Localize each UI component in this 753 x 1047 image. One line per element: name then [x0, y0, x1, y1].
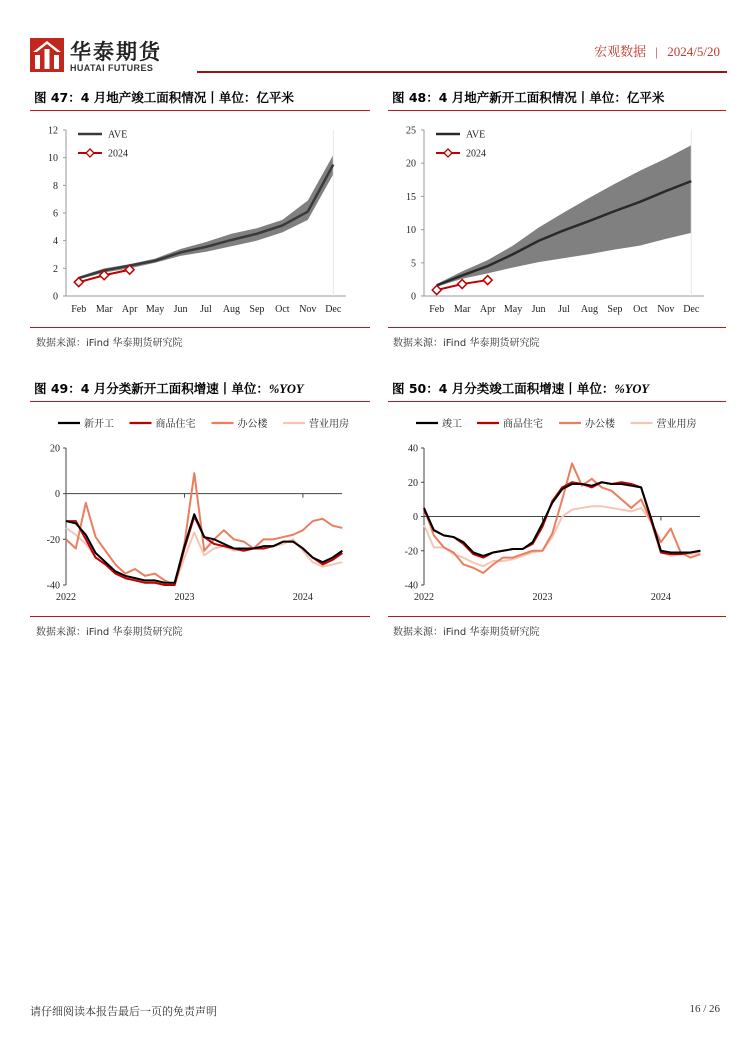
chart-new-start-area	[388, 118, 726, 323]
x-tick-label: Mar	[95, 304, 113, 315]
y-tick-label: -40	[46, 580, 60, 592]
legend-label: 商品住宅	[155, 419, 196, 430]
x-tick-label: Jun	[531, 304, 546, 315]
figure-top-rule	[30, 401, 370, 402]
legend-label: 办公楼	[585, 419, 615, 430]
logo-text-cn: 华泰期货	[70, 40, 162, 64]
figure-top-rule	[388, 110, 726, 111]
y-tick-label: 20	[408, 477, 418, 489]
x-tick-label: 2022	[56, 592, 76, 603]
series-line	[424, 482, 700, 556]
x-tick-label: Feb	[71, 304, 87, 315]
figure-title-unit: 单位：亿平米	[218, 90, 294, 105]
y-tick-label: 10	[48, 153, 58, 165]
x-tick-label: Apr	[121, 304, 138, 315]
y-tick-label: 0	[55, 489, 60, 501]
y-tick-label: 15	[406, 191, 416, 203]
x-tick-label: Mar	[453, 304, 471, 315]
figure-source: 数据来源：iFind 华泰期货研究院	[393, 338, 540, 349]
header-section: 宏观数据	[594, 44, 647, 59]
x-tick-label: 2024	[292, 592, 313, 603]
figure-title	[34, 88, 294, 106]
x-tick-label: Oct	[633, 304, 648, 315]
x-tick-label: 2023	[174, 592, 195, 603]
figure-title-unit: 单位：	[576, 381, 615, 396]
point-2024	[458, 280, 467, 289]
x-tick-label: 2023	[532, 592, 553, 603]
legend-marker-2024	[86, 149, 94, 157]
figure-bottom-rule	[30, 327, 370, 328]
header-separator: |	[655, 44, 659, 59]
figure-top-rule	[388, 401, 726, 402]
figure-title-sep: 丨	[564, 381, 577, 396]
figure-title-unit-italic: %YOY	[268, 382, 304, 396]
figure-source: 数据来源：iFind 华泰期货研究院	[36, 338, 183, 349]
x-tick-label: Oct	[275, 304, 290, 315]
x-tick-label: Apr	[479, 304, 496, 315]
figure-title-text: 图 49：4 月分类新开工面积增速	[34, 381, 219, 396]
figure-title-unit: 单位：	[231, 381, 269, 396]
header-divider	[197, 71, 727, 73]
figure-title	[34, 379, 304, 397]
header-date: 2024/5/20	[667, 44, 720, 59]
logo-text-en: HUATAI FUTURES	[70, 63, 154, 73]
x-tick-label: Sep	[607, 304, 623, 315]
point-2024	[74, 278, 83, 287]
x-tick-label: 2022	[414, 592, 434, 603]
x-tick-label: Jun	[173, 304, 188, 315]
legend-label-ave: AVE	[466, 129, 486, 141]
x-tick-label: Feb	[429, 304, 445, 315]
point-2024	[432, 286, 441, 295]
y-tick-label: 0	[413, 512, 418, 523]
series-line	[66, 473, 342, 585]
legend-label: 竣工	[442, 419, 462, 430]
y-tick-label: 20	[406, 158, 416, 170]
huatai-logo-icon	[30, 38, 64, 72]
figure-title-sep: 丨	[218, 381, 232, 396]
y-tick-label: 2	[53, 263, 58, 275]
figure-bottom-rule	[30, 616, 370, 617]
figure-title-unit: 单位：亿平米	[589, 90, 665, 105]
footer-page-number: 16 / 26	[689, 1003, 720, 1015]
figure-source: 数据来源：iFind 华泰期货研究院	[36, 627, 183, 638]
legend-label: 商品住宅	[503, 419, 543, 430]
x-tick-label: Dec	[325, 304, 342, 315]
range-band	[437, 145, 692, 286]
y-tick-label: 8	[53, 180, 58, 192]
x-tick-label: Jul	[200, 304, 212, 315]
figure-title	[392, 379, 649, 397]
x-tick-label: Nov	[299, 304, 317, 315]
x-tick-label: Aug	[580, 304, 599, 315]
x-tick-label: May	[145, 304, 165, 315]
figure-title-text: 图 50：4 月分类竣工面积增速	[392, 381, 565, 396]
footer-disclaimer: 请仔细阅读本报告最后一页的免责声明	[30, 1005, 217, 1018]
legend-label: 新开工	[84, 419, 114, 430]
y-tick-label: 5	[411, 258, 416, 270]
figure-title-unit-italic: %YOY	[614, 382, 650, 396]
figure-bottom-rule	[388, 616, 726, 617]
y-tick-label: -20	[404, 546, 418, 558]
chart-new-start-yoy	[30, 408, 370, 614]
y-tick-label: -20	[46, 534, 60, 546]
figure-top-rule	[30, 110, 370, 111]
x-tick-label: Nov	[657, 304, 675, 315]
figure-bottom-rule	[388, 327, 726, 328]
y-tick-label: 10	[406, 225, 416, 237]
x-tick-label: Dec	[683, 304, 700, 315]
y-tick-label: 20	[50, 443, 60, 455]
chart-completed-area	[30, 118, 370, 323]
figure-title	[392, 88, 664, 106]
y-tick-label: 6	[53, 208, 58, 220]
point-2024	[483, 276, 492, 285]
x-tick-label: Aug	[222, 304, 241, 315]
legend-label-ave: AVE	[108, 129, 128, 141]
header-meta	[594, 41, 720, 60]
chart-completed-yoy	[388, 408, 726, 614]
y-tick-label: 4	[53, 236, 58, 248]
figure-title-text: 图 47：4 月地产竣工面积情况	[34, 90, 207, 105]
x-tick-label: 2024	[650, 592, 671, 603]
figure-title-sep: 丨	[576, 90, 590, 105]
figure-title-sep: 丨	[206, 90, 219, 105]
legend-label: 办公楼	[237, 419, 268, 430]
figure-title-text: 图 48：4 月地产新开工面积情况	[392, 90, 577, 105]
legend-marker-2024	[444, 149, 452, 157]
y-tick-label: -40	[404, 580, 418, 592]
y-tick-label: 40	[408, 443, 418, 455]
y-tick-label: 0	[53, 291, 58, 303]
x-tick-label: Sep	[249, 304, 265, 315]
legend-label: 营业用房	[656, 419, 697, 430]
x-tick-label: Jul	[558, 304, 570, 315]
figure-source: 数据来源：iFind 华泰期货研究院	[393, 627, 540, 638]
legend-label-2024: 2024	[466, 148, 486, 160]
y-tick-label: 25	[406, 125, 416, 137]
legend-label-2024: 2024	[108, 148, 128, 160]
x-tick-label: May	[503, 304, 523, 315]
y-tick-label: 12	[48, 125, 58, 137]
legend-label: 营业用房	[309, 419, 349, 430]
y-tick-label: 0	[411, 291, 416, 303]
